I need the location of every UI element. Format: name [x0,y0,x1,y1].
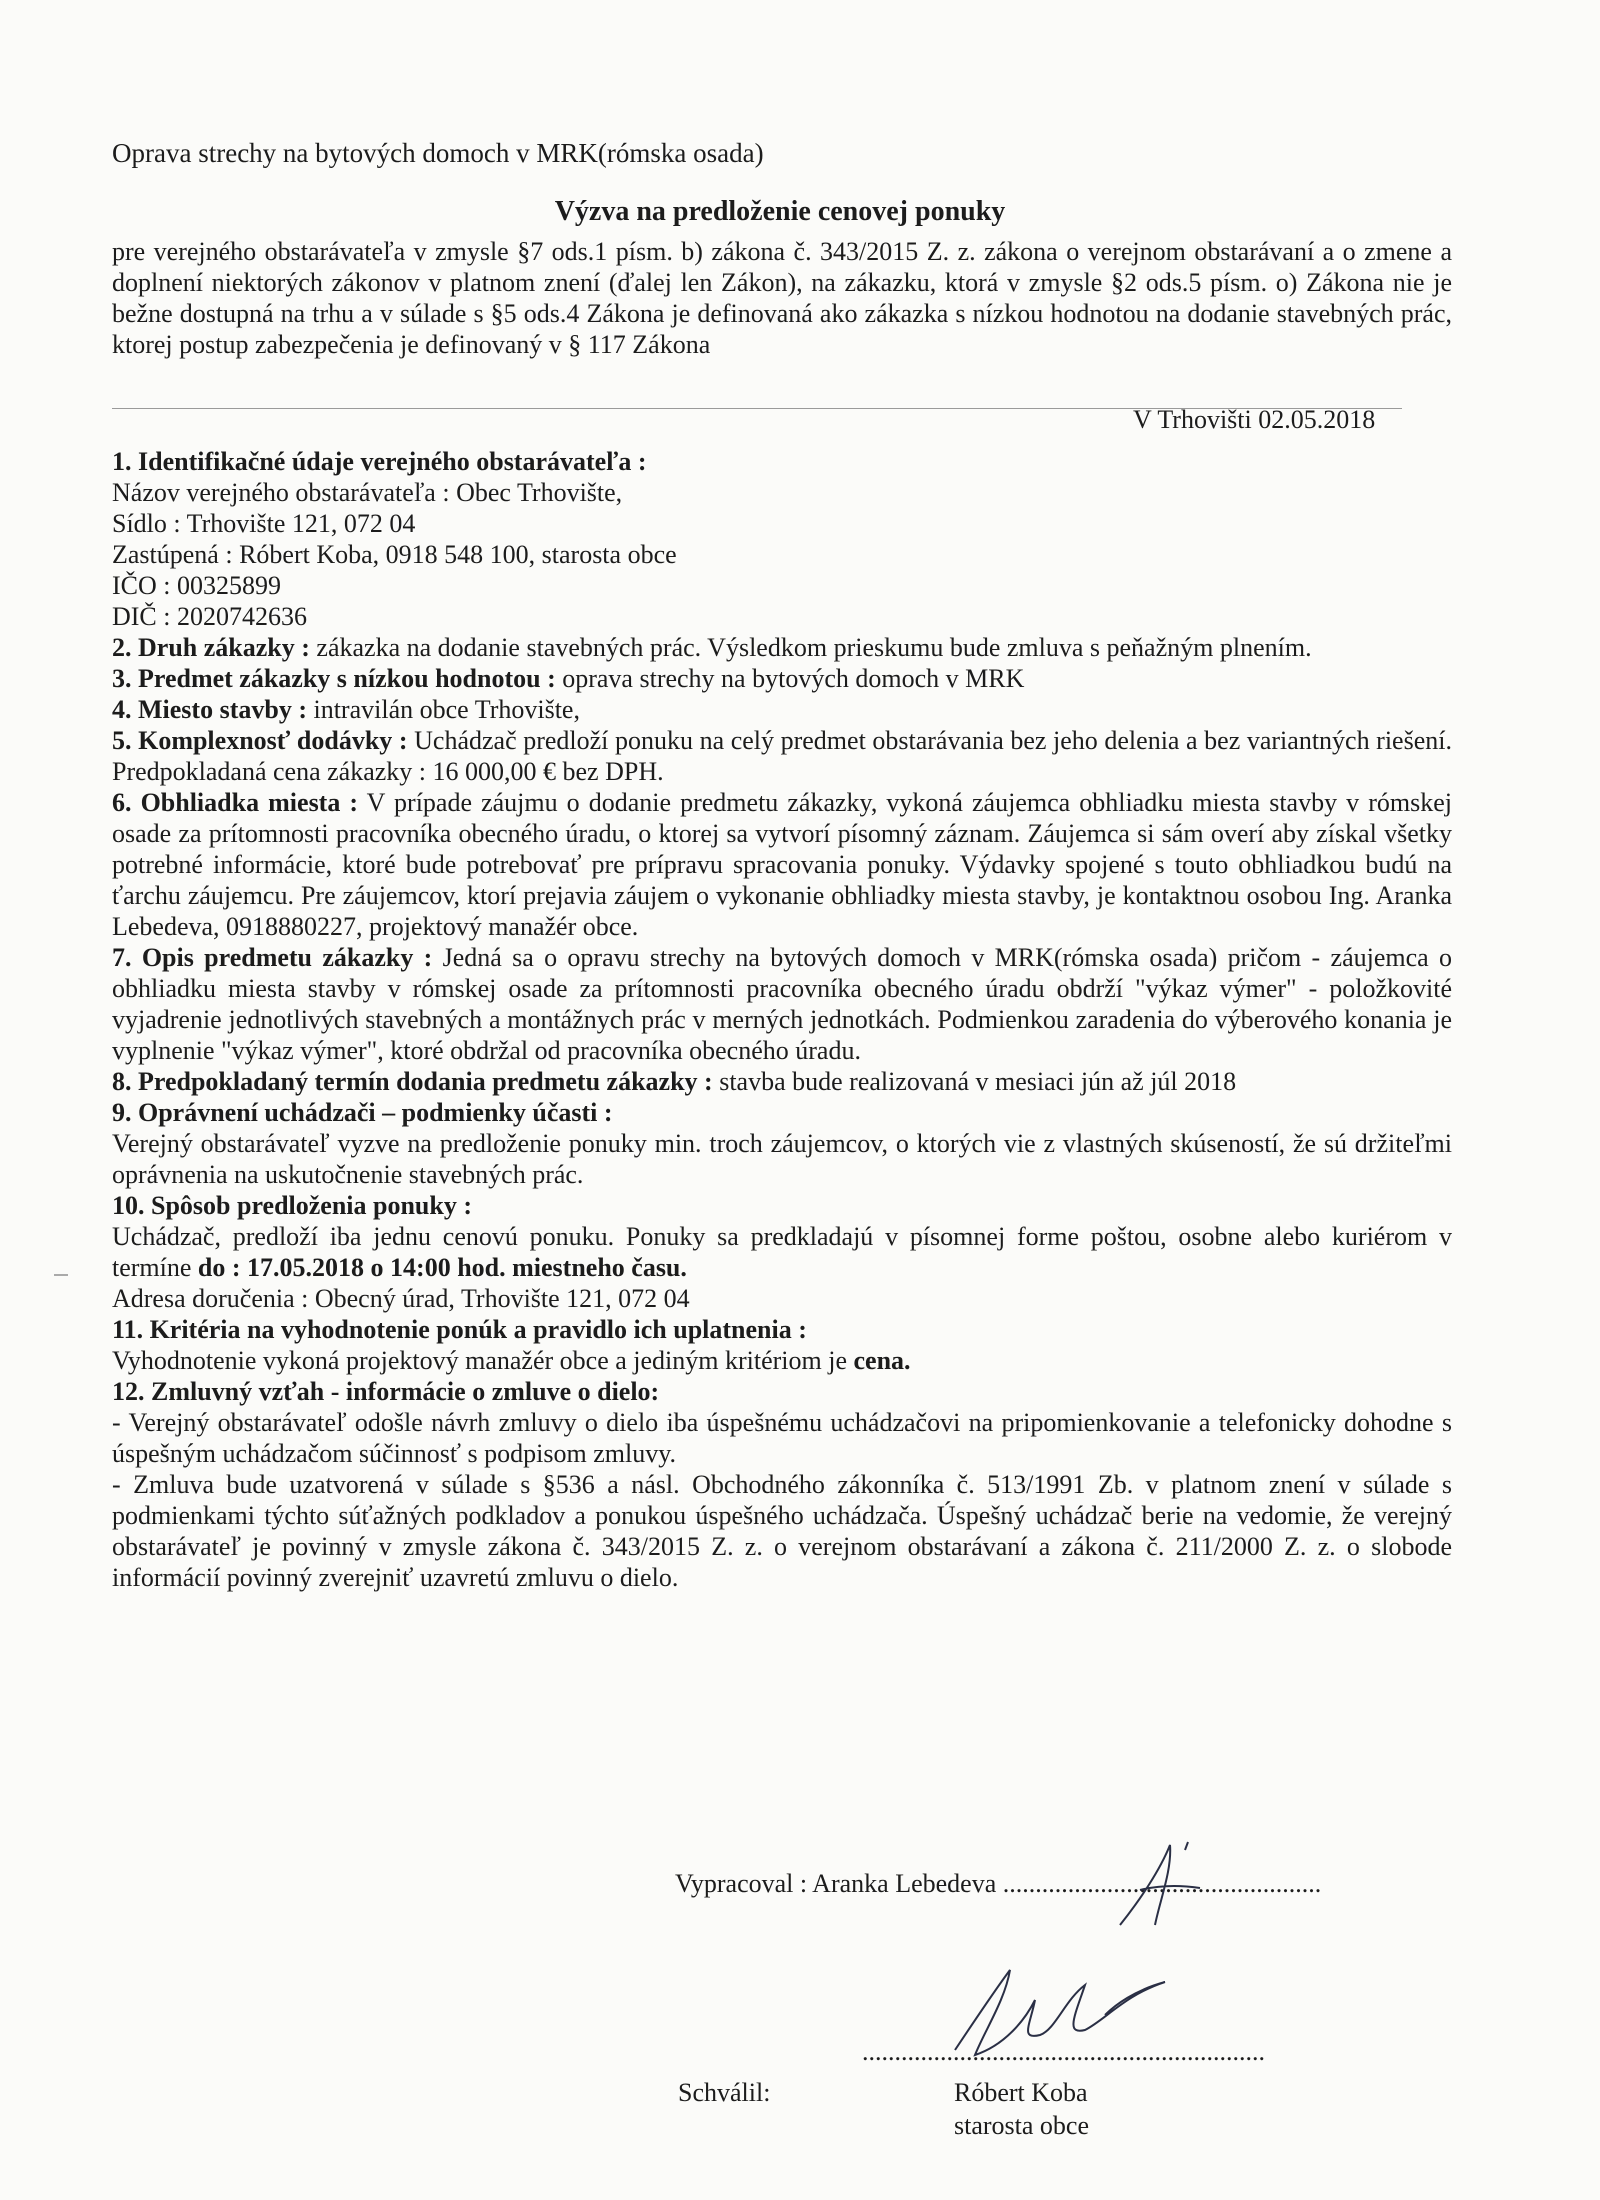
contracting-authority-ico: IČO : 00325899 [112,571,281,600]
section-10 [112,1190,1452,1221]
submission-deadline: do : 17.05.2018 o 14:00 hod. miestneho času. [197,1253,687,1282]
prepared-by-signature-line: ................................................. [1002,1869,1322,1898]
place-date: V Trhovišti 02.05.2018 [1133,405,1376,434]
section-7-text: Jedná sa o opravu strechy na bytových domoch v MRK(rómska osada) pričom - záujemca o obhliadku miesta stavby v rómskej osade za prítomnosti pracovníka obecného úradu obdrží "výkaz výmer" - položkovité vyjadrenie jednotlivých stavebných a montážnych prác v merných jednotkách. Podmienkou zaradenia do výberového konania je vyplnenie "výkaz výmer", ktoré obdržal od pracovníka obecného úradu. [112,943,1452,1065]
section-8-title: 8. Predpokladaný termín dodania predmetu zákazky : [112,1067,713,1096]
section-10-text-block [112,1221,1452,1283]
prepared-by-label: Vypracoval : Aranka Lebedeva [675,1869,997,1898]
intro-paragraph: pre verejného obstarávateľa v zmysle §7 ods.1 písm. b) zákona č. 343/2015 Z. z. zákona o verejnom obstarávaní a o zmene a doplnení niektorých zákonov v platnom znení (ďalej len Zákon), na zákazku, ktorá v zmysle §2 ods.5 písm. o) Zákona nie je bežne dostupná na trhu a v súlade s §5 ods.4 Zákona je definovaná ako zákazka s nízkou hodnotou na dodanie stavebných prác, ktorej postup zabezpečenia je definovaný v § 117 Zákona [112,237,1452,359]
section-5 [112,725,1452,787]
section-4-title: 4. Miesto stavby : [112,695,307,724]
approved-signature-line: .............................................................. [862,2037,1265,2066]
document-body [112,446,1452,1593]
section-12-title: 12. Zmluvný vzťah - informácie o zmluve o dielo: [112,1377,660,1406]
section-6-text: V prípade záujmu o dodanie predmetu zákazky, vykoná záujemca obhliadku miesta stavby v rómskej osade za prítomnosti pracovníka obecného úradu, o ktorej sa vytvorí písomný záznam. Záujemca si sám overí aby získal všetky potrebné informácie, ktoré bude potrebovať pre prípravu spracovania ponuky. Výdavky spojené s touto obhliadkou budú na ťarchu záujemcu. Pre záujemcov, ktorí prejavia záujem o vykonanie obhliadky miesta stavby, je kontaktnou osobou Ing. Aranka Lebedeva, 0918880227, projektový manažér obce. [112,788,1452,941]
section-1 [112,446,1452,477]
approver-role: starosta obce [954,2111,1090,2140]
section-12-paragraph-2: - Zmluva bude uzatvorená v súlade s §536 a násl. Obchodného zákonníka č. 513/1991 Zb. v platnom znení v súlade s podmienkami týchto súťažných podkladov a ponukou úspešného uchádzača. Úspešný uchádzač berie na vedomie, že verejný obstarávateľ je povinný v zmysle zákona č. 343/2015 Z. z. o verejnom obstarávaní a zákona č. 211/2000 Z. z. o slobode informácií povinný zverejniť uzavretú zmluvu o dielo. [112,1470,1452,1592]
scan-mark [54,1274,68,1276]
section-8 [112,1066,1452,1097]
section-9-text: Verejný obstarávateľ vyzve na predloženie ponuky min. troch záujemcov, o ktorých vie z vlastných skúseností, že sú držiteľmi oprávnenia na uskutočnenie stavebných prác. [112,1129,1452,1189]
section-11-text: Vyhodnotenie vykoná projektový manažér obce a jediným kritériom je [112,1346,854,1375]
section-10-title: 10. Spôsob predloženia ponuky : [112,1191,473,1220]
main-heading: Výzva na predloženie cenovej ponuky [554,196,1006,227]
section-8-text: stavba bude realizovaná v mesiaci jún až júl 2018 [712,1067,1237,1096]
section-9 [112,1097,1452,1128]
section-4 [112,694,1452,725]
delivery-address: Adresa doručenia : Obecný úrad, Trhovište 121, 072 04 [112,1284,690,1313]
section-6 [112,787,1452,942]
section-4-text: intravilán obce Trhovište, [306,695,580,724]
evaluation-criterion: cena. [853,1346,911,1375]
section-3-text: oprava strechy na bytových domoch v MRK [555,664,1025,693]
contracting-authority-rep: Zastúpená : Róbert Koba, 0918 548 100, starosta obce [112,540,677,569]
section-2-title: 2. Druh zákazky : [112,633,310,662]
section-7-title: 7. Opis predmetu zákazky : [112,943,433,972]
section-12-paragraph-1: - Verejný obstarávateľ odošle návrh zmluvy o dielo iba úspešnému uchádzačovi na pripomienkovanie a telefonicky dohodne s úspešným uchádzačom súčinnosť s podpisom zmluvy. [112,1408,1452,1468]
contracting-authority-name: Názov verejného obstarávateľa : Obec Trhovište, [112,478,623,507]
section-3-title: 3. Predmet zákazky s nízkou hodnotou : [112,664,556,693]
section-9-title: 9. Oprávnení uchádzači – podmienky účasti : [112,1098,613,1127]
section-2 [112,632,1452,663]
section-1-title: 1. Identifikačné údaje verejného obstarávateľa : [112,447,647,476]
section-12 [112,1376,1452,1407]
document-title: Oprava strechy na bytových domoch v MRK(rómska osada) [112,138,764,168]
prepared-by-row [675,1869,1321,1899]
section-3 [112,663,1452,694]
section-10-text: Uchádzač, predloží iba jednu cenovú ponuku. Ponuky sa predkladajú v písomnej forme poštou, osobne alebo kuriérom v termíne [112,1222,1452,1282]
section-11 [112,1314,1452,1345]
section-7 [112,942,1452,1066]
section-11-title: 11. Kritéria na vyhodnotenie ponúk a pravidlo ich uplatnenia : [112,1315,807,1344]
approved-by-label: Schválil: [678,2078,771,2107]
section-11-text-block [112,1345,1452,1376]
section-2-text: zákazka na dodanie stavebných prác. Výsledkom prieskumu bude zmluva s peňažným plnením. [309,633,1312,662]
section-5-title: 5. Komplexnosť dodávky : [112,726,408,755]
prepared-by-signature [1100,1830,1220,1940]
contracting-authority-dic: DIČ : 2020742636 [112,602,307,631]
section-5-text: Uchádzač predloží ponuku na celý predmet obstarávania bez jeho delenia a bez variantných riešení. Predpokladaná cena zákazky : 16 000,00 € bez DPH. [112,726,1452,786]
contracting-authority-seat: Sídlo : Trhovište 121, 072 04 [112,509,416,538]
approver-name: Róbert Koba [954,2078,1088,2107]
section-6-title: 6. Obhliadka miesta : [112,788,359,817]
